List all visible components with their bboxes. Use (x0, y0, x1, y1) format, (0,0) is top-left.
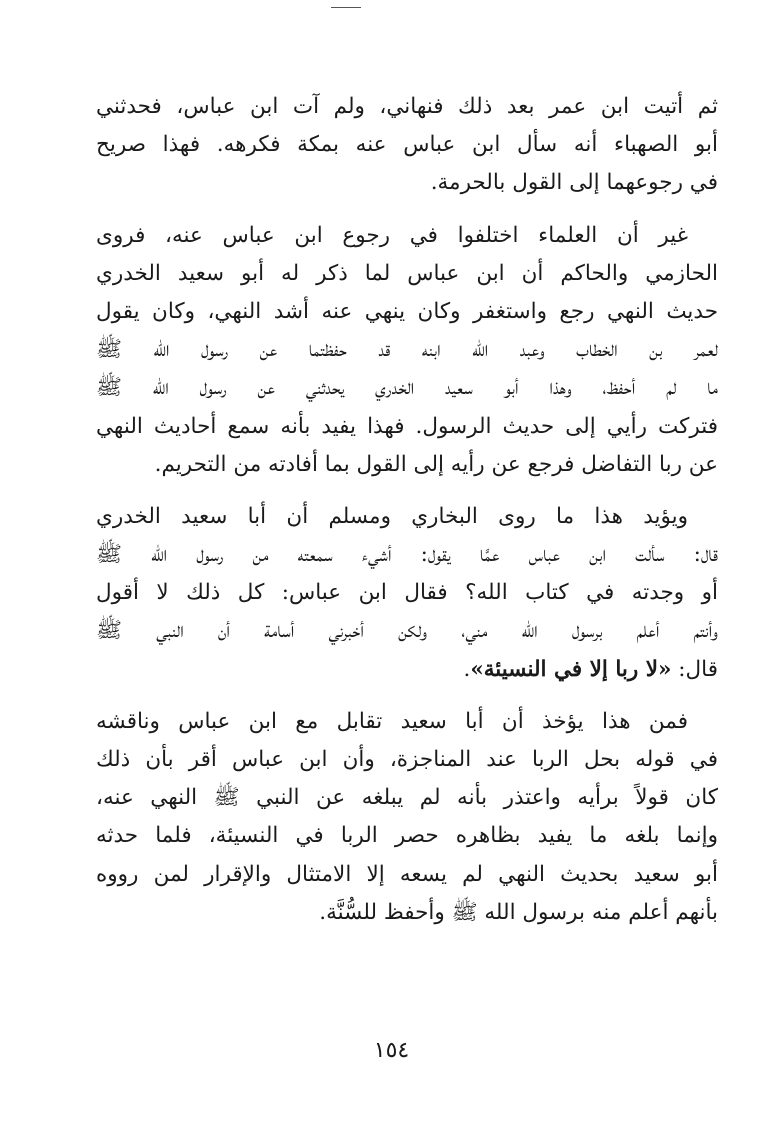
text-line: غير أن العلماء اختلفوا في رجوع ابن عباس عنه، فروى (96, 222, 688, 248)
text-line: لعمر بن الخطاب وعبد الله ابنه قد حفظتما عن رسول الله ﷺ (96, 337, 718, 363)
page-body (96, 88, 718, 932)
paragraph-4 (96, 703, 718, 932)
text-line: وأنتم أعلم برسول الله مني، ولكن أخبرني أسامة أن النبي ﷺ (96, 618, 718, 644)
paragraph-2 (96, 217, 718, 484)
text-line: في قوله بحل الربا عند المناجزة، وأن ابن عباس أقر بأن ذلك (96, 747, 718, 772)
closing-suffix: . (463, 656, 471, 682)
paragraph-1 (96, 88, 718, 203)
text-line: الحازمي والحاكم أن ابن عباس لما ذكر له أبو سعيد الخدري (96, 260, 718, 286)
text-line: بأنهم أعلم منه برسول الله ﷺ وأحفظ للسُّنَّة. (319, 899, 718, 925)
hadith-quote: «لا ربا إلا في النسيئة» (470, 656, 672, 682)
text-line: فتركت رأيي إلى حديث الرسول. فهذا يفيد بأنه سمع أحاديث النهي (96, 413, 718, 439)
text-line: ثم أتيت ابن عمر بعد ذلك فنهاني، ولم آت ابن عباس، فحدثني (96, 94, 718, 119)
text-line: ويؤيد هذا ما روى البخاري ومسلم أن أبا سعيد الخدري (96, 503, 688, 529)
page-number: ١٥٤ (373, 1038, 410, 1063)
text-line: أبو سعيد بحديث النهي لم يسعه إلا الامتثال والإقرار لمن رووه (96, 861, 718, 887)
text-line: أو وجدته في كتاب الله؟ فقال ابن عباس: كل ذلك لا أقول (96, 580, 718, 606)
text-line: أبو الصهباء أنه سأل ابن عباس عنه بمكة فكرهه. فهذا صريح (96, 132, 718, 158)
text-line: كان قولاً برأيه واعتذر بأنه لم يبلغه عن النبي ﷺ النهي عنه، (96, 785, 718, 811)
text-line: ما لم أحفظ، وهذا أبو سعيد الخدري يحدثني عن رسول الله ﷺ (96, 375, 718, 401)
closing-prefix: قال: (671, 656, 718, 682)
text-line: قال: سألت ابن عباس عمَّا يقول: أشيء سمعته من رسول الله ﷺ (96, 542, 718, 568)
text-line: في رجوعهما إلى القول بالحرمة. (430, 170, 718, 196)
paragraph-3 (96, 498, 718, 689)
text-line: حديث النهي رجع واستغفر وكان ينهي عنه أشد النهي، وكان يقول (96, 298, 718, 324)
top-rule (331, 7, 361, 8)
text-line: فمن هذا يؤخذ أن أبا سعيد تقابل مع ابن عباس وناقشه (96, 708, 688, 734)
closing-line (96, 651, 718, 689)
text-line: وإنما بلغه ما يفيد بظاهره حصر الربا في النسيئة، فلما حدثه (96, 823, 718, 849)
text-line: عن ربا التفاضل فرجع عن رأيه إلى القول بما أفادته من التحريم. (154, 451, 718, 477)
